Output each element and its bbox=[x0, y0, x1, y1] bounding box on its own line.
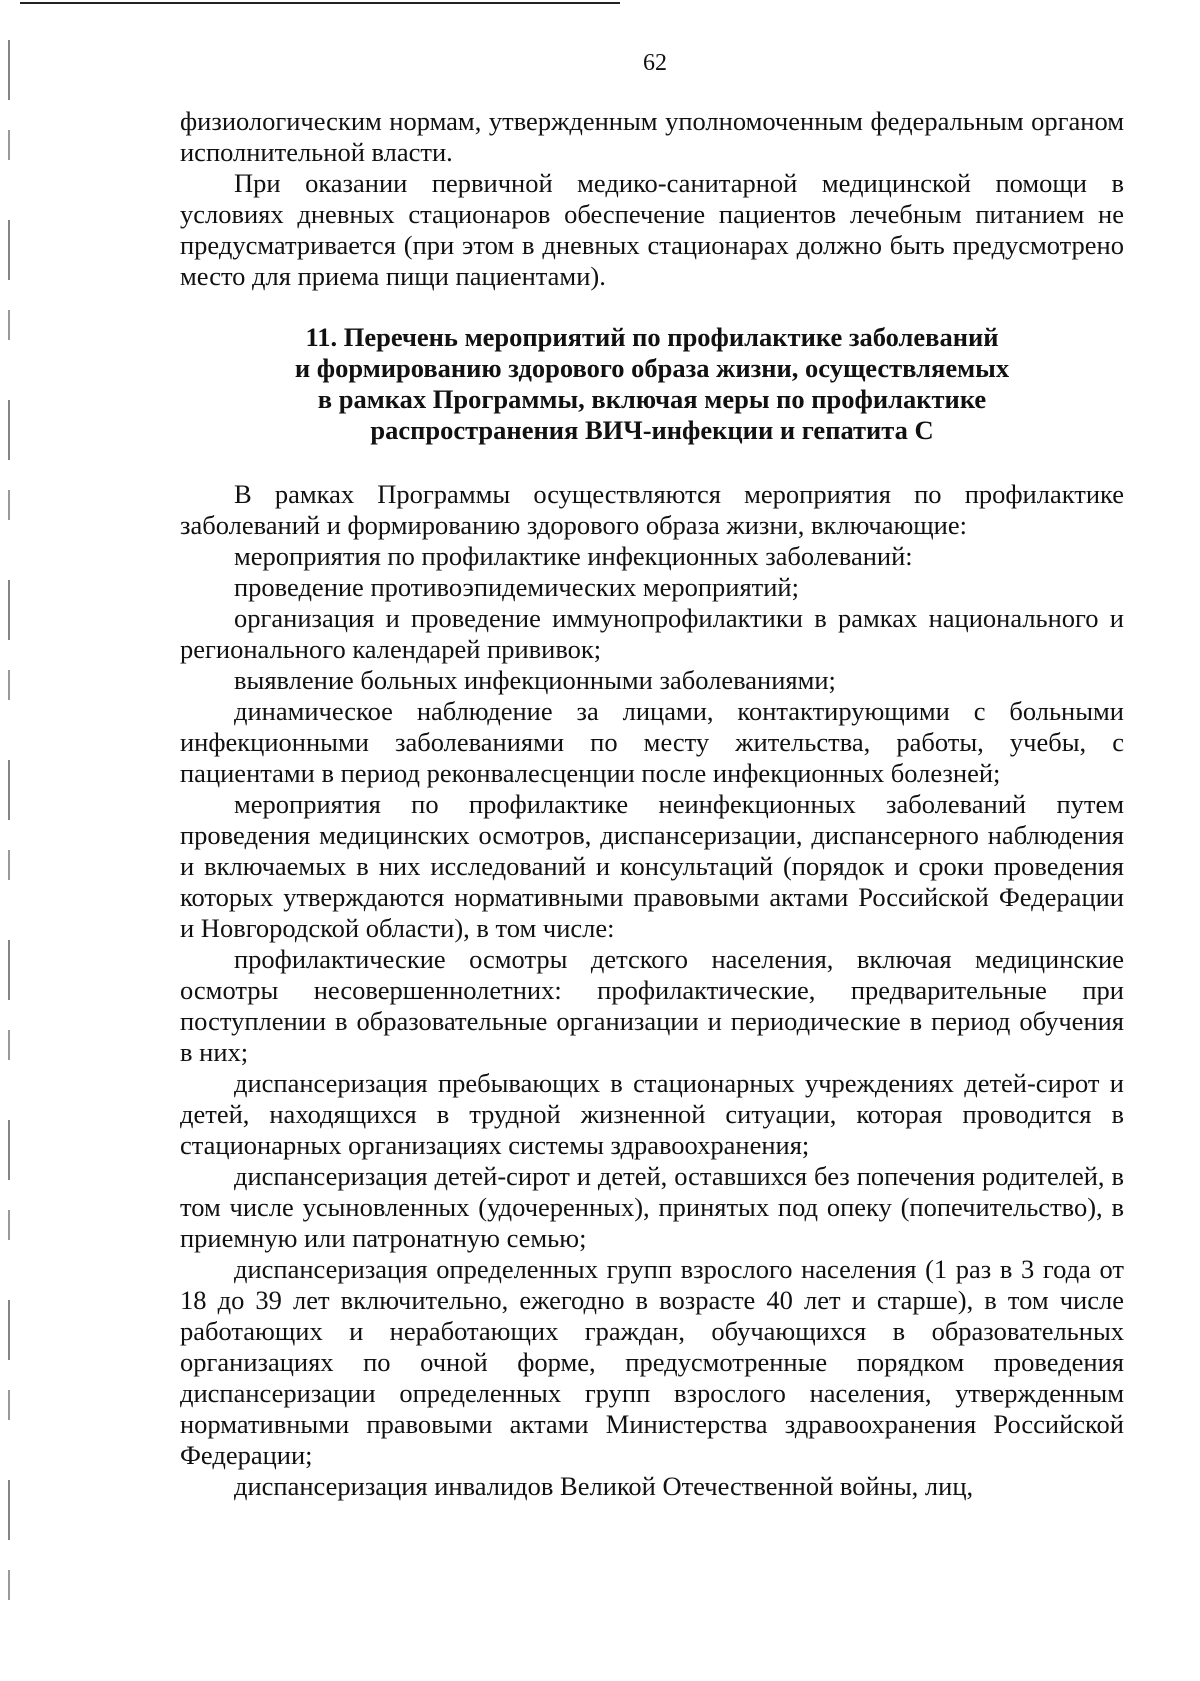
body-paragraph: мероприятия по профилактике неинфекционных заболеваний путем проведения медицинских осмотров, диспансеризации, диспансерного наблюдения и включаемых в них исследований и консультаций (порядок и сроки проведения которых утверждаются нормативными правовыми актами Российской Федерации и Новгородской области), в том числе: bbox=[180, 789, 1124, 943]
body-paragraph: В рамках Программы осуществляются мероприятия по профилактике заболеваний и формированию здорового образа жизни, включающие: bbox=[180, 479, 1124, 540]
body-paragraph: диспансеризация инвалидов Великой Отечественной войны, лиц, bbox=[234, 1471, 974, 1501]
body-paragraph: диспансеризация пребывающих в стационарных учреждениях детей-сирот и детей, находящихся в трудной жизненной ситуации, которая проводится в стационарных организациях системы здравоохранения; bbox=[180, 1068, 1124, 1160]
intro-paragraph-1: физиологическим нормам, утвержденным уполномоченным федеральным органом исполнительной власти. bbox=[180, 106, 1124, 167]
section-heading-line: в рамках Программы, включая меры по профилактике bbox=[317, 384, 987, 414]
section-heading-line: распространения ВИЧ-инфекции и гепатита С bbox=[370, 415, 934, 445]
body-paragraph: профилактические осмотры детского населения, включая медицинские осмотры несовершеннолетних: профилактические, предварительные при поступлении в образовательные организации и периодические в период обучения в них; bbox=[180, 944, 1124, 1067]
body-paragraph: диспансеризация определенных групп взрослого населения (1 раз в 3 года от 18 до 39 лет включительно, ежегодно в возрасте 40 лет и старше), в том числе работающих и неработающих граждан, обучающихся в образовательных организациях по очной форме, предусмотренные порядком проведения диспансеризации определенных групп взрослого населения, утвержденным нормативными правовыми актами Министерства здравоохранения Российской Федерации; bbox=[180, 1254, 1124, 1470]
scan-left-edge bbox=[8, 40, 10, 1640]
intro-paragraph-2: При оказании первичной медико-санитарной медицинской помощи в условиях дневных стационаров обеспечение пациентов лечебным питанием не предусматривается (при этом в дневных стационарах должно быть предусмотрено место для приема пищи пациентами). bbox=[180, 168, 1124, 291]
body-paragraph: выявление больных инфекционными заболеваниями; bbox=[234, 665, 836, 695]
body-paragraph: организация и проведение иммунопрофилактики в рамках национального и регионального календарей прививок; bbox=[180, 603, 1124, 664]
section-heading-line: 11. Перечень мероприятий по профилактике заболеваний bbox=[305, 322, 999, 352]
body-paragraph: мероприятия по профилактике инфекционных заболеваний: bbox=[234, 541, 913, 571]
section-heading-line: и формированию здорового образа жизни, осуществляемых bbox=[294, 353, 1010, 383]
scan-top-rule bbox=[20, 2, 620, 4]
body-paragraph: диспансеризация детей-сирот и детей, оставшихся без попечения родителей, в том числе усыновленных (удочеренных), принятых под опеку (попечительство), в приемную или патронатную семью; bbox=[180, 1161, 1124, 1253]
page-number: 62 bbox=[643, 50, 667, 76]
body-paragraph: проведение противоэпидемических мероприятий; bbox=[234, 572, 799, 602]
section-heading bbox=[180, 322, 1124, 446]
document-body bbox=[180, 106, 1124, 1502]
body-paragraph: динамическое наблюдение за лицами, контактирующими с больными инфекционными заболеваниями по месту жительства, работы, учебы, с пациентами в период реконвалесценции после инфекционных болезней; bbox=[180, 696, 1124, 788]
